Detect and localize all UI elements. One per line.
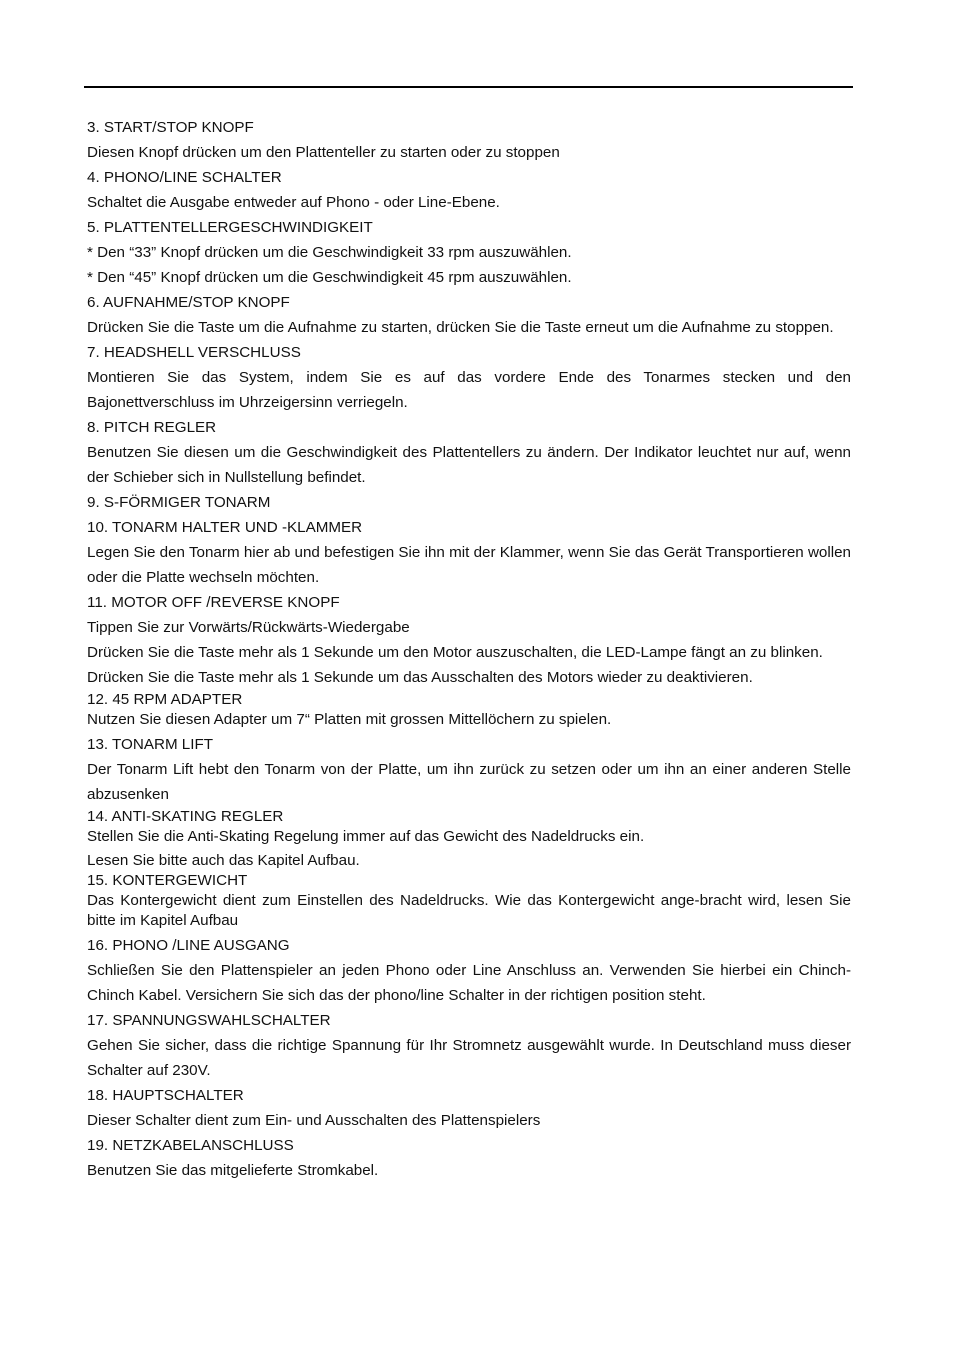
heading-tonearm-lift: 13. TONARM LIFT (87, 736, 214, 753)
heading-phono-line-output: 16. PHONO /LINE AUSGANG (87, 937, 290, 954)
text-phono-line-switch: Schaltet die Ausgabe entweder auf Phono - oder Line-Ebene. (87, 194, 500, 211)
heading-start-stop: 3. START/STOP KNOPF (87, 119, 254, 136)
heading-main-switch: 18. HAUPTSCHALTER (87, 1087, 244, 1104)
heading-phono-line-switch: 4. PHONO/LINE SCHALTER (87, 169, 282, 186)
text-main-switch: Dieser Schalter dient zum Ein- und Ausschalten des Plattenspielers (87, 1112, 541, 1129)
text-motor-tap: Tippen Sie zur Vorwärts/Rückwärts-Wiedergabe (87, 619, 410, 636)
heading-voltage-selector: 17. SPANNUNGSWAHLSCHALTER (87, 1012, 331, 1029)
text-speed-33: * Den “33” Knopf drücken um die Geschwindigkeit 33 rpm auszuwählen. (87, 244, 572, 261)
text-pitch-control: Benutzen Sie diesen um die Geschwindigkeit des Plattentellers zu ändern. Der Indikator leuchtet nur auf, wenn der Schieber sich in Nullstellung befindet. (87, 444, 851, 486)
heading-headshell-lock: 7. HEADSHELL VERSCHLUSS (87, 344, 301, 361)
text-start-stop: Diesen Knopf drücken um den Plattenteller zu starten oder zu stoppen (87, 144, 560, 161)
text-headshell-lock: Montieren Sie das System, indem Sie es auf das vordere Ende des Tonarmes stecken und den Bajonettverschluss im Uhrzeigersinn verriegeln. (87, 369, 851, 411)
text-anti-skating: Stellen Sie die Anti-Skating Regelung immer auf das Gewicht des Nadeldrucks ein. (87, 828, 645, 845)
heading-counterweight: 15. KONTERGEWICHT (87, 872, 248, 889)
heading-platter-speed: 5. PLATTENTELLERGESCHWINDIGKEIT (87, 219, 373, 236)
text-motor-hold: Drücken Sie die Taste mehr als 1 Sekunde um den Motor auszuschalten, die LED-Lampe fängt an zu blinken. Drücken Sie die Taste mehr als 1 Sekunde um das Ausschalten des Motors wieder zu deaktivieren. (87, 644, 823, 686)
text-counterweight: Das Kontergewicht dient zum Einstellen des Nadeldrucks. Wie das Kontergewicht ange-bracht wird, lesen Sie bitte im Kapitel Aufbau (87, 892, 851, 929)
heading-pitch-control: 8. PITCH REGLER (87, 419, 217, 436)
text-45-adapter: Nutzen Sie diesen Adapter um 7“ Platten mit grossen Mittellöchern zu spielen. (87, 711, 612, 728)
header-rule (84, 86, 853, 88)
heading-motor-off-reverse: 11. MOTOR OFF /REVERSE KNOPF (87, 594, 340, 611)
heading-s-tonearm: 9. S-FÖRMIGER TONARM (87, 494, 271, 511)
heading-45-adapter: 12. 45 RPM ADAPTER (87, 691, 243, 708)
text-speed-45: * Den “45” Knopf drücken um die Geschwindigkeit 45 rpm auszuwählen. (87, 269, 572, 286)
text-voltage-selector: Gehen Sie sicher, dass die richtige Spannung für Ihr Stromnetz ausgewählt wurde. In Deutschland muss dieser Schalter auf 230V. (87, 1037, 851, 1079)
heading-power-cord: 19. NETZKABELANSCHLUSS (87, 1137, 294, 1154)
heading-tonearm-holder: 10. TONARM HALTER UND -KLAMMER (87, 519, 363, 536)
text-power-cord: Benutzen Sie das mitgelieferte Stromkabel. (87, 1162, 379, 1179)
text-phono-line-output: Schließen Sie den Plattenspieler an jeden Phono oder Line Anschluss an. Verwenden Sie hierbei ein Chinch-Chinch Kabel. Versichern Sie sich das der phono/line Schalter in der richtigen position steht. (87, 962, 851, 1004)
heading-record-stop: 6. AUFNAHME/STOP KNOPF (87, 294, 290, 311)
text-record-stop: Drücken Sie die Taste um die Aufnahme zu starten, drücken Sie die Taste erneut um die Aufnahme zu stoppen. (87, 319, 834, 336)
text-tonearm-lift: Der Tonarm Lift hebt den Tonarm von der Platte, um ihn zurück zu setzen oder um ihn an einer anderen Stelle abzusenken (87, 761, 851, 803)
manual-text (87, 115, 851, 1183)
heading-anti-skating: 14. ANTI-SKATING REGLER (87, 808, 284, 825)
text-anti-skating-note: Lesen Sie bitte auch das Kapitel Aufbau. (87, 852, 360, 869)
text-tonearm-holder: Legen Sie den Tonarm hier ab und befestigen Sie ihn mit der Klammer, wenn Sie das Gerät Transportieren wollen oder die Platte wechseln möchten. (87, 544, 851, 586)
